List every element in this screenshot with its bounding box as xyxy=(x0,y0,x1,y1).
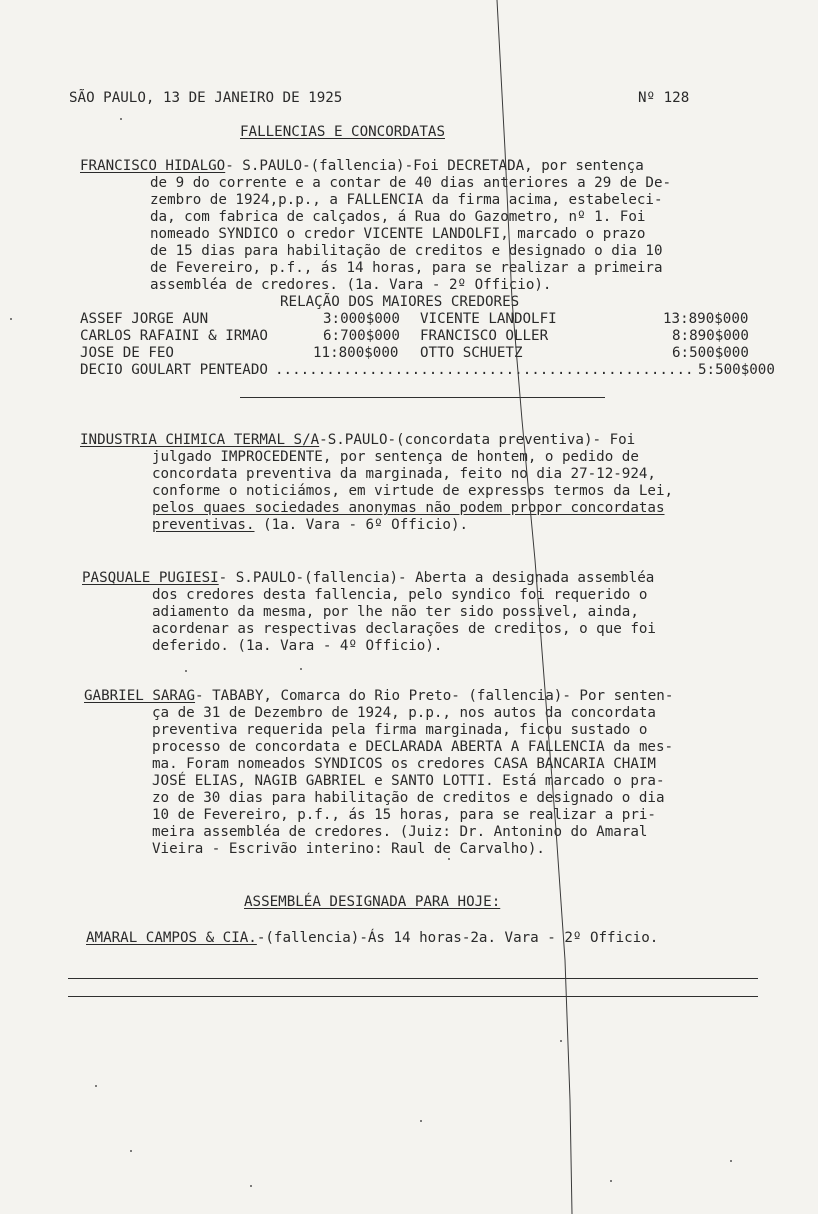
entry2-line-3: conforme o noticiámos, em virtude de expressos termos da Lei, xyxy=(152,483,674,499)
scan-speck xyxy=(95,1085,97,1087)
entry1-name: FRANCISCO HIDALGO xyxy=(80,158,226,174)
scan-speck xyxy=(10,318,12,320)
creditors-title: RELAÇÃO DOS MAIORES CREDORES xyxy=(280,294,520,310)
entry3-line-0: - S.PAULO-(fallencia)- Aberta a designada assembléa xyxy=(218,570,655,586)
entry2-line-0: -S.PAULO-(concordata preventiva)- Foi xyxy=(319,432,636,448)
entry3-line-3: acordenar as respectivas declarações de creditos, o que foi xyxy=(152,621,656,637)
entry4-line-8: meira assembléa de credores. (Juiz: Dr. Antonino do Amaral xyxy=(152,824,648,840)
issue-number: Nº 128 xyxy=(638,90,690,106)
entry2-name: INDUSTRIA CHIMICA TERMAL S/A xyxy=(80,432,320,448)
creditor-left-amount: 3:000$000 xyxy=(323,311,400,327)
scan-speck xyxy=(560,1040,562,1042)
entry3-name: PASQUALE PUGIESI xyxy=(82,570,219,586)
section-title: FALLENCIAS E CONCORDATAS xyxy=(240,124,445,140)
scan-speck xyxy=(448,858,450,860)
last-creditor-amount: 5:500$000 xyxy=(698,362,775,378)
creditor-right-amount: 8:890$000 xyxy=(672,328,749,344)
creditor-left-amount: 11:800$000 xyxy=(313,345,399,361)
scan-speck xyxy=(250,1185,252,1187)
creditor-left-name: JOSE DE FEO xyxy=(80,345,174,361)
entry3-line-2: adiamento da mesma, por lhe não ter sido possivel, ainda, xyxy=(152,604,639,620)
scan-speck xyxy=(300,668,302,670)
entry4-line-0: - TABABY, Comarca do Rio Preto- (fallencia)- Por senten- xyxy=(195,688,674,704)
entry1-line-2: zembro de 1924,p.p., a FALLENCIA da firma acima, estabeleci- xyxy=(150,192,663,208)
creditor-right-name: VICENTE LANDOLFI xyxy=(420,311,557,327)
entry1-line-3: da, com fabrica de calçados, á Rua do Gazometro, nº 1. Foi xyxy=(150,209,646,225)
entry4-line-7: 10 de Fevereiro, p.f., ás 15 horas, para se realizar a pri- xyxy=(152,807,656,823)
entry4-name: GABRIEL SARAG xyxy=(84,688,196,704)
entry3-line-4: deferido. (1a. Vara - 4º Officio). xyxy=(152,638,443,654)
entry2-line-4: pelos quaes sociedades anonymas não podem propor concordatas xyxy=(152,500,665,516)
entry1-line-1: de 9 do corrente e a contar de 40 dias anteriores a 29 de De- xyxy=(150,175,672,191)
scan-speck xyxy=(130,1150,132,1152)
entry1-line-6: de Fevereiro, p.f., ás 14 horas, para se realizar a primeira xyxy=(150,260,663,276)
creditor-left-name: CARLOS RAFAINI & IRMAO xyxy=(80,328,268,344)
assembly-name: AMARAL CAMPOS & CIA. xyxy=(86,930,257,946)
dot-leader: ................................................. xyxy=(275,362,694,378)
scan-speck xyxy=(185,670,187,672)
entry4-line-1: ça de 31 de Dezembro de 1924, p.p., nos autos da concordata xyxy=(152,705,656,721)
entry2-line-1: julgado IMPROCEDENTE, por sentença de hontem, o pedido de xyxy=(152,449,639,465)
entry4-line-3: processo de concordata e DECLARADA ABERTA A FALLENCIA da mes- xyxy=(152,739,674,755)
entry3-line-1: dos credores desta fallencia, pelo syndico foi requerido o xyxy=(152,587,648,603)
entry1-line-0: - S.PAULO-(fallencia)-Foi DECRETADA, por sentença xyxy=(225,158,644,174)
entry4-line-5: JOSÉ ELIAS, NAGIB GABRIEL e SANTO LOTTI. Está marcado o pra- xyxy=(152,773,665,789)
creditor-left-name: ASSEF JORGE AUN xyxy=(80,311,209,327)
dateline: SÃO PAULO, 13 DE JANEIRO DE 1925 xyxy=(69,90,343,106)
entry2-line-5: preventivas. xyxy=(152,517,255,533)
entry4-line-9: Vieira - Escrivão interino: Raul de Carvalho). xyxy=(152,841,545,857)
assembly-text: -(fallencia)-Ás 14 horas-2a. Vara - 2º Officio. xyxy=(256,930,659,946)
creditor-right-amount: 6:500$000 xyxy=(672,345,749,361)
entry1-line-4: nomeado SYNDICO o credor VICENTE LANDOLFI, marcado o prazo xyxy=(150,226,646,242)
creditor-right-amount: 13:890$000 xyxy=(663,311,749,327)
entry1-line-7: assembléa de credores. (1a. Vara - 2º Officio). xyxy=(150,277,552,293)
creditor-right-name: OTTO SCHUETZ xyxy=(420,345,523,361)
scan-speck xyxy=(730,1160,732,1162)
entry2-line-6: (1a. Vara - 6º Officio). xyxy=(254,517,469,533)
creditor-right-name: FRANCISCO OLLER xyxy=(420,328,549,344)
scan-speck xyxy=(120,118,122,120)
assembly-title: ASSEMBLÉA DESIGNADA PARA HOJE: xyxy=(244,894,501,910)
creditor-left-amount: 6:700$000 xyxy=(323,328,400,344)
entry4-line-6: zo de 30 dias para habilitação de creditos e designado o dia xyxy=(152,790,665,806)
entry4-line-4: ma. Foram nomeados SYNDICOS os credores CASA BANCARIA CHAIM xyxy=(152,756,656,772)
entry1-line-5: de 15 dias para habilitação de creditos e designado o dia 10 xyxy=(150,243,663,259)
scan-speck xyxy=(420,1120,422,1122)
entry4-line-2: preventiva requerida pela firma marginada, ficou sustado o xyxy=(152,722,648,738)
last-creditor-name: DECIO GOULART PENTEADO xyxy=(80,362,268,378)
entry2-line-2: concordata preventiva da marginada, feito no dia 27-12-924, xyxy=(152,466,656,482)
scan-speck xyxy=(610,1180,612,1182)
